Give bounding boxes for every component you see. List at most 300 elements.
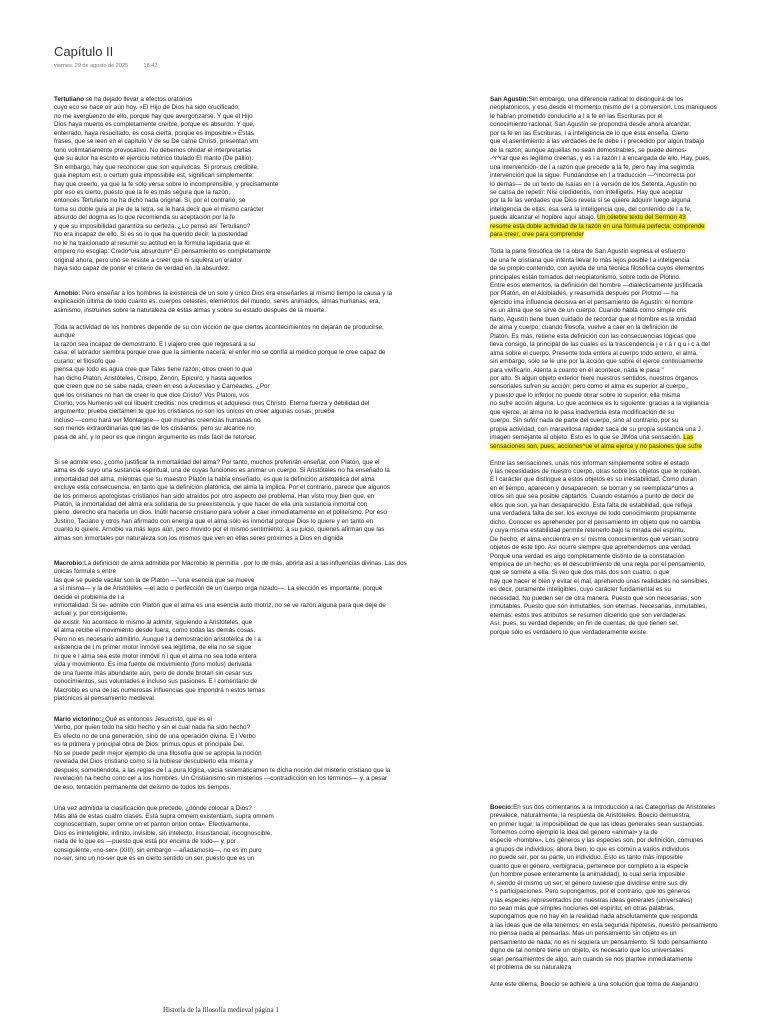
line-text: de su propio contenido, con ayuda de una técnica filosófica cuyos elementos — [490, 265, 705, 273]
line-text: asimismo, instruirles sobre la naturaleza de estas almas y sobre su estado después de la muerte. — [54, 306, 326, 314]
text-line — [490, 333, 718, 341]
text-line — [54, 298, 436, 306]
line-text: y cuya misma estabilidad permite retenerlo bajo la mirada del espíritu. — [490, 527, 686, 535]
section-mario-victorino[interactable] — [54, 716, 436, 792]
text-line — [490, 138, 718, 146]
text-line — [490, 812, 718, 820]
text-line — [54, 121, 436, 129]
section-sensaciones[interactable] — [490, 460, 718, 638]
line-text: es la primera y principal obra de Dios: primus opus et principale Dei. — [54, 741, 245, 749]
section-arnobio[interactable] — [54, 290, 436, 315]
text-line — [490, 341, 718, 349]
line-text: que se somete a ella. Si veo que dos más dos son cuatro, o que — [490, 569, 670, 577]
text-line — [54, 113, 436, 121]
text-line — [54, 375, 436, 383]
line-text: únicas fórmula s entre — [54, 568, 116, 576]
line-text: hay que hacer el bien y evitar el mal, aprehendo unas realidades no sensibles, — [490, 577, 710, 585]
text-line — [54, 636, 436, 644]
line-text: ni que e l alma sea este motor inmóvil n i que el alma no sea toda entera — [54, 652, 257, 660]
text-line — [54, 610, 436, 618]
text-line — [54, 767, 436, 775]
line-text: Así, pues, su verdad depende, en fin de cuentas, de que tienen ser, — [490, 620, 679, 628]
line-text: #, siendo él mismo un ser, el género tuviese que dividirse entre sus div — [490, 879, 688, 887]
line-text: E l carácter que distingue a estos objetos es su inestabilidad. Como duran — [490, 476, 697, 484]
text-line — [54, 821, 436, 829]
right-column[interactable] — [490, 96, 718, 998]
text-line — [54, 324, 436, 332]
line-text: Cronio, vos Numenio vel cui libuerit creditis: nos credimus et adquiesci mus Christo. Eterna fuerza y debilidad del — [54, 399, 370, 407]
line-text: enterrado, haya resucitado, es cosa cierta, porque es imposible.» Estas — [54, 129, 254, 137]
line-text: Tomemos como ejemplo la idea del género «animal» y la de — [490, 828, 658, 836]
line-text: (un hombre posee enteramente la animalidad), lo cual sería imposible — [490, 871, 685, 879]
text-line — [490, 96, 718, 104]
text-line — [54, 358, 436, 366]
text-line — [54, 332, 436, 340]
text-line — [490, 409, 718, 417]
line-text: entonces Tertuliano no ha dicho nada original. Si, por el contrario, se — [54, 197, 246, 205]
line-text: se ha dejado llevar a efectos oratorios — [83, 96, 193, 103]
text-line — [54, 644, 436, 652]
line-text: inteligencia de ellas; ésa será la inteligencia que, del contenido de l a fe, — [490, 205, 692, 213]
line-text: en el tiempo, aparecen y desaparecen, se borran y se reemplaza^unos a — [490, 484, 694, 492]
text-line — [490, 880, 718, 888]
text-line — [490, 358, 718, 366]
text-line — [54, 847, 436, 855]
text-line — [490, 569, 718, 577]
page-title[interactable]: Capítulo II — [54, 44, 114, 59]
section-macrobio[interactable] — [54, 560, 436, 704]
text-line — [490, 197, 718, 205]
line-text: principales están tomados del neoplatonismo, sobre todo de Plotino. — [490, 273, 681, 281]
line-text: inmutables. Puesto que son inmutables, son eternas. Necesarias, inmutables, — [490, 603, 708, 611]
highlighted-text: Un célebre texto del Sermón 43 — [597, 214, 686, 222]
line-text: La definición de alma admitida por Macrobio le permitía , por lo de más, abrirla así a las influencias divinas. Las dos — [84, 559, 407, 567]
line-text: Platón. Es más, retiene esta definición con las consecuencias lógicas que — [490, 332, 696, 340]
line-text: alma sobre el cuerpo. Presente toda entera al cuerpo todo entero, el alma, — [490, 349, 698, 357]
line-text: hay que creerlo, ya que la fe sólo versa sobre lo incomprensible, y precisamente — [54, 180, 279, 188]
line-text: no puede ser, por su parte, un individuo. Esto es tanto más imposible — [490, 854, 683, 862]
line-text: es un alma que se sirve de un cuerpo. Cuando habla como simple cris — [490, 307, 687, 315]
text-line — [54, 526, 436, 534]
line-text: casa; el labrador siembra porque cree que la simiente nacerá; el enfer mo se confía al médico porque le cree capaz de — [54, 349, 386, 357]
text-line — [490, 206, 718, 214]
text-line — [490, 155, 718, 163]
text-line — [490, 307, 718, 315]
text-line — [54, 830, 436, 838]
text-line — [490, 316, 718, 324]
line-text: neoplatónicos, y eso desde el momento mismo de l a conversión. Los maniqueos — [490, 104, 717, 112]
text-line — [54, 206, 436, 214]
line-text: no sufre acción alguna. Lo que acontece es lo siguiente: gracias a la vigilancia — [490, 400, 709, 408]
text-line — [54, 392, 436, 400]
line-text: sin embargo, sólo se le une por la acción que sobre él ejerce continuamente — [490, 358, 703, 366]
page-meta — [54, 63, 171, 69]
line-text: y que su imposibilidad garantiza su certeza. ¿Lo pensó así Tertuliano? — [54, 222, 251, 230]
line-text: platónicos al pensamiento medieval — [54, 695, 154, 702]
text-line — [490, 274, 718, 282]
text-line — [54, 189, 436, 197]
text-line — [490, 121, 718, 129]
line-text: guia ineptum est, o certum guia impossibile est, significan simplemente: — [54, 172, 254, 180]
text-line — [54, 733, 436, 741]
line-text: puede alcanzar el hopibre aquí abajo. — [490, 214, 598, 222]
line-text: no sean más que simples nociones del espíritu; en otras palabras, — [490, 905, 675, 913]
text-line — [54, 417, 436, 425]
line-text: Si se admite eso, ¿cómo justificar la inmortalidad del alma? Por tanto, muchos preferirán enseñar, con Platón, que el — [54, 458, 380, 466]
text-line — [490, 905, 718, 913]
text-line — [54, 349, 436, 357]
text-line — [490, 578, 718, 586]
text-line — [490, 324, 718, 332]
line-text: vida y movimiento. Es ima fuente de movimiento (fons motus) derivada — [54, 661, 252, 669]
line-text: necesidad. No pueden ser de otra manera. Puesto que son necesarias, son — [490, 594, 702, 602]
text-line — [54, 172, 436, 180]
text-line — [490, 181, 718, 189]
text-line — [490, 930, 718, 938]
line-text: no le ha traicionado al resumir su actitud en la fórmula lapidaria que él — [54, 239, 250, 247]
text-line — [54, 560, 436, 568]
line-text: En sus dos comentarios a la Introducción a las Categorías de Aristóteles — [513, 803, 716, 811]
text-line — [490, 981, 718, 989]
line-text: inmortalidad del alma, mientras que su maestro Platón la había enseñado, es que la definición aristotélica del alma — [54, 475, 375, 483]
section-actividad[interactable] — [54, 324, 436, 442]
text-line — [54, 231, 436, 239]
section-tertuliano[interactable] — [54, 96, 436, 274]
line-text: toma su doble guia al pie de la letra, se le hará decir que el mismo carácter — [54, 205, 264, 213]
text-line — [54, 784, 436, 792]
line-text: Sin embargo, hay que reconocer que son equívocas. Si prorsus credibile, — [54, 163, 259, 171]
line-text: piensa que todo es agua cree que Tales tiene razón; otros creen lo que — [54, 366, 253, 374]
line-text: no me avergüenzo de ello, porque hay que avergonzarse. Y que el Hijo — [54, 112, 253, 120]
line-text: cuyo eco se hace oír aún hoy. «El Hijo de Dios ha sido crucificado; — [54, 104, 240, 112]
line-text: revelación ha hecho cono cer a los hombres. Un Cristianismo sin misterios —contradicción en los términos— y, a pesar — [54, 775, 388, 783]
text-line — [54, 130, 436, 138]
text-line — [54, 758, 436, 766]
text-line — [54, 425, 436, 433]
line-text: excluye esta consecuencia, en tanto que la definición platónica, del alma la implica. Por el contrario, parece que algunos — [54, 484, 391, 492]
text-line — [490, 164, 718, 172]
line-text: ellos que son, ya han desaparecido. Esta falta de estabilidad, que refleja — [490, 501, 693, 509]
line-text: existencia de l m primer motor inmóvil sea legítima, de ella no se sigue — [54, 644, 252, 652]
line-text: de alma y cuerpo; cuando filosofa, vuelve a caer en la definición de — [490, 324, 678, 332]
page-date: viernes, 29 de agosto de 2025 — [54, 63, 129, 69]
line-text: frases, que se leen en el capítulo V de su De carne Christi, presentan vm — [54, 138, 259, 146]
text-line — [54, 602, 436, 610]
section-boecio[interactable] — [490, 804, 718, 973]
text-line — [490, 620, 718, 628]
line-text: digno de tal nombre tiene un objeto, es necesario que los universales — [490, 947, 684, 955]
line-text: después; sometiéndola, a las reglas de l a pura lógica, vacía sistemáticamen te dicha noción del misterio cristiano que la — [54, 766, 391, 774]
line-text: Entre esos elementos, la definición del hombre —dialécticamente justificada — [490, 282, 703, 290]
text-line — [490, 510, 718, 518]
line-text: tono volimtariamente provocativo. No debemos olvidar el interpretarlas — [54, 146, 252, 154]
line-text: que ejerce, al alma no le pasa inadvertida esta modificación de su — [490, 408, 675, 416]
line-text: empero no escglap: Credo^uia absurdum^ El pensamiento es completamente — [54, 248, 271, 256]
line-text: ^ s participaciones. Pero supongamos, por el contrario, que los géneros — [490, 888, 691, 896]
section-heading: Boecio: — [490, 803, 514, 811]
text-line — [490, 595, 718, 603]
text-line — [54, 155, 436, 163]
line-text: inmortalidad. Si se- admite con Platón que el alma es una esencia auto motriz, no se ve razón alguna para que deje de — [54, 602, 386, 610]
text-line — [54, 594, 436, 602]
section-san-agustin[interactable] — [490, 96, 718, 240]
line-text: por la fe las verdades que Dios revela si se quiere adquirir luego alguna — [490, 197, 691, 205]
line-text: curarlo; el filósofo que — [54, 357, 116, 365]
text-line — [490, 821, 718, 829]
text-line — [54, 341, 436, 349]
section-clasificacion[interactable] — [54, 805, 436, 864]
line-text: De hecho, el alma encuentra en sí misma conocimientos que versan sobre — [490, 535, 699, 543]
line-text: Porque una verdad es algo completamente distinto de la constatación — [490, 552, 685, 560]
text-line — [54, 214, 436, 222]
text-line — [490, 536, 718, 544]
text-line — [490, 460, 718, 468]
line-text: el problema de su naturaleza — [490, 964, 572, 972]
text-line — [54, 855, 436, 863]
line-text: le habían prometido conducirlo a l a fe en las Escrituras por el — [490, 112, 663, 120]
line-text: a las ideas que de ella tenemos: en esta segunda hipótesis, nuestro pensamiento — [490, 921, 718, 929]
line-text: Una vez admitida la clasificación que precede, ¿dónde colocar a Dios? — [54, 804, 252, 812]
text-line — [490, 871, 718, 879]
highlighted-text: resume esta doble actividad de la razón en una fórmula perfecta: comprende — [490, 222, 705, 230]
text-line — [54, 775, 436, 783]
text-line — [54, 147, 436, 155]
text-line — [54, 661, 436, 669]
line-text: Justino, Taciano y otros han afirmado con energía que el alma sólo es inmortal porque Dios lo quiere y en tanto en — [54, 517, 374, 525]
text-line — [490, 561, 718, 569]
text-line — [490, 519, 718, 527]
line-text: han dicho Platón, Aristóteles, Crisipo, Zenón, Epicuro, y hasta aquellos — [54, 374, 252, 382]
text-line — [54, 434, 436, 442]
text-line — [490, 553, 718, 561]
text-line — [490, 863, 718, 871]
line-text: y puesto que lo inferior no puede obrar sobre lo superior, ella misma — [490, 391, 681, 399]
line-text: de los primeros apologistas cristianos han sido atraídos por otro aspecto del problema. Han visto muy bien que, en — [54, 492, 375, 500]
text-line — [490, 417, 718, 425]
section-heading: Mario victorino: — [54, 715, 102, 723]
text-line — [490, 612, 718, 620]
line-text: lleva consigo, la principal de las cuales es la trascendencia j e r á r q u i c a del — [490, 341, 710, 349]
line-text: no piensa nada al pensarlas. Mas un pensamiento sin objeto es un — [490, 930, 677, 938]
text-line — [490, 804, 718, 812]
text-line — [490, 913, 718, 921]
line-text: de una fe cristiana que intenta llevar lo más lejos posible l a inteligencia — [490, 256, 690, 264]
text-line — [54, 501, 436, 509]
text-line — [54, 181, 436, 189]
text-line — [490, 443, 718, 451]
line-text: conocimientos, sus voluntades e incluso sus pasiones. E l comentario de — [54, 678, 258, 686]
text-line — [490, 172, 718, 180]
line-text: otros sin que sea posible captarlos. Cuando estamos a punto de decir de — [490, 493, 694, 501]
line-text: de una fuente más abundante aún, pero de donde brotan sin cesar sus — [54, 669, 253, 677]
section-filosofia-agustin[interactable] — [490, 248, 718, 451]
text-line — [54, 518, 436, 526]
text-line — [54, 476, 436, 484]
text-line — [490, 947, 718, 955]
line-text: imagen semejante al objeto. Esto es lo que se JlMoa una sensación. — [490, 434, 684, 442]
text-line — [54, 408, 436, 416]
line-text: a grupos de individuos; ahora bien, lo que es común a varios individuos — [490, 845, 690, 853]
text-line — [54, 459, 436, 467]
text-line — [54, 223, 436, 231]
line-text: Dios es ininteligible, infinito, invisible, sin intelecto, insustancial, incognoscible, — [54, 829, 273, 837]
text-line — [54, 493, 436, 501]
text-line — [54, 577, 436, 585]
line-text: cognoscentiam, super omne on et panton onton onta». Efectivamente, — [54, 821, 251, 829]
line-text: Dios haya muerto es completamente creíble, porque es absurdo. Y que, — [54, 121, 255, 129]
text-line — [54, 104, 436, 112]
line-text: y las necesidades de nuestro cuerpo, otras sobre los objetos que le rodean. — [490, 468, 702, 476]
text-line — [490, 375, 718, 383]
line-text: el alma recibe el movimiento desde fuera, como todas las demás cosas. — [54, 627, 256, 635]
text-line — [490, 846, 718, 854]
section-heading: Macrobio: — [54, 559, 85, 567]
text-line — [490, 493, 718, 501]
text-line — [490, 829, 718, 837]
text-line — [54, 741, 436, 749]
line-text: alma es de suyo una sustancia espiritual, una de cuyas funciones es animar un cuerpo. Si Aristóteles no ha enseñado la — [54, 467, 390, 475]
highlighted-text: sensaciones son, pues, acciones^ue el alma ejerce y no pasiones que sufre — [490, 442, 702, 450]
line-text: consiguiente, «no-ser» (XIII); sin embargo —añadámoslo—, no es im puro — [54, 846, 262, 854]
text-line — [490, 147, 718, 155]
highlighted-text: para creer, cree para comprender — [490, 231, 584, 239]
text-line — [54, 585, 436, 593]
line-text: explicación última de todo cuanto es: cuerpos celestes, elementos del mundo, seres animados, almas humanas; era, — [54, 298, 381, 306]
page-footer: Historia de la filosofía medieval página 1 — [163, 1006, 279, 1014]
text-line — [54, 400, 436, 408]
text-line — [54, 670, 436, 678]
text-line — [54, 750, 436, 758]
line-text: a sí misma— y la de Aristóteles —el acto o perfección de un cuerpo orga nizado—. La elección es importante, porque — [54, 585, 383, 593]
text-line — [54, 813, 436, 821]
text-line — [490, 223, 718, 231]
text-line — [54, 695, 436, 703]
text-line — [54, 265, 436, 273]
text-line — [490, 527, 718, 535]
line-text: de existir. No acontece lo mismo al admitir, siguiendo a Aristóteles, que — [54, 618, 253, 626]
text-line — [54, 96, 436, 104]
line-text: lo demás— de un texto de Isaías en l a versión de los Setenta, Agustín no — [490, 180, 697, 188]
line-text: y las especies representados por nuestras ideas generales (universales) — [490, 896, 693, 904]
line-text: porque sólo es verdadero lo que verdaderamente existe. — [490, 628, 648, 636]
line-text: Es efecto no de una generación, sino de una operación divina. E l Verbo — [54, 732, 256, 740]
text-line — [490, 426, 718, 434]
text-line — [54, 509, 436, 517]
text-line — [490, 476, 718, 484]
line-text: por alto. Si algún objeto exterior hiere nuestros sentidos, nuestros órganos — [490, 375, 698, 382]
line-text: pasa de ahí, y lo peor es que ningún argumento es más fácil de retorcer. — [54, 433, 257, 441]
line-text: se cansa de repetir: Nisi credideritis, non intelligetis. Hay que aceptar — [490, 188, 683, 196]
line-text: es decir, puramente inteligibles, cuyo carácter fundamental es su — [490, 586, 671, 594]
text-line — [490, 104, 718, 112]
text-line — [490, 888, 718, 896]
line-text: Pero no es necesario admitirlo. Aunque l a demostración aristotélica de l a — [54, 635, 261, 643]
text-line — [54, 248, 436, 256]
text-line — [54, 653, 436, 661]
left-column[interactable] — [54, 96, 436, 872]
line-text: dicho. Conocer es aprehender por el pensamiento im objeto que no cambia — [490, 518, 701, 526]
line-text: Platón, la inmortalidad del alma era solidaria de su preexistencia, y que hacer de ella una sustancia inmortal con — [54, 500, 368, 508]
text-line — [490, 897, 718, 905]
line-text: qué los cristianos no han de creer lo que dice Cristo? Vos Platoni, vos — [54, 391, 249, 399]
text-line — [490, 350, 718, 358]
line-text: por eso es cierto, puesto que la fe es más segura que la razón, — [54, 188, 231, 196]
text-line — [54, 484, 436, 492]
line-text: Macrobio es una de las numerosas influencias que impondrá n estos temas — [54, 686, 265, 694]
text-line — [54, 138, 436, 146]
section-dilema[interactable] — [490, 981, 718, 989]
text-line — [54, 724, 436, 732]
text-line — [490, 468, 718, 476]
line-text: una intervención- de l a razón que precede a la fe, pero hay ima segimda — [490, 163, 695, 171]
section-heading: Tertuliano — [54, 96, 84, 103]
line-text: objetos de este tipo. Así ocurre siempre que aprehendemos una verdad. — [490, 544, 692, 552]
line-text: en primer lugar, la imposibilidad de que las ideas generales sean sustancias. — [490, 820, 705, 828]
line-text: son menos extraordinarias que las de los cristianos; pero su alcance no — [54, 425, 254, 433]
line-text: haya sido capaz de poner el criterio de verdad en .la absurdez. — [54, 265, 230, 273]
line-text: argumento; prueba ciertamen te que los cristianos no son los únicos en creer algunas cosas; prueba — [54, 408, 335, 416]
text-line — [490, 400, 718, 408]
line-text: Toda la actividad de los hombres depende de su con vicción de que ciertos acontecimientos no dejarán de producirse, — [54, 323, 384, 331]
line-text: Verbo, por quien todo ha sido hecho y sin el cual nada ha sido hecho? — [54, 724, 251, 732]
line-text: de la razón; aunque aquéllas no sean demostrables, se puede demos- — [490, 146, 687, 154]
line-text: una verdadera falta de ser, los excluye de todo conocimiento propiamente — [490, 510, 697, 518]
text-line — [490, 265, 718, 273]
text-line — [490, 603, 718, 611]
text-line — [490, 485, 718, 493]
text-line — [490, 257, 718, 265]
line-text: sean pensamientos de algo, aun cuando se nos plantee inmediatamente — [490, 955, 693, 963]
line-text: absurdo del dogma es lo que recomienda su aceptación por la fe — [54, 214, 235, 222]
line-text: cuerpo. Sin sufrir nada de parte del cuerpo, sino al contrario, por su — [490, 417, 679, 425]
text-line — [54, 257, 436, 265]
text-line — [54, 383, 436, 391]
text-line — [490, 837, 718, 845]
text-line — [490, 854, 718, 862]
line-text: pleno .derecho era hacerla un dios. Inútil hacerse cristiano para volver a caer inmediatamente en el politeísmo. Por eso — [54, 509, 387, 517]
text-line — [490, 586, 718, 594]
line-text: no-ser, sino un no-ser que es en cierto sentido un ser, puesto que es un — [54, 855, 255, 863]
line-text: que el asentimiento a las verdades de fe debe i r precedido por algún trabajo — [490, 138, 705, 146]
line-text: Entre las sensaciones, unas nos informan simplemente sobre el estado — [490, 459, 690, 467]
line-text: actuar y, por consiguiente, — [54, 610, 128, 618]
section-inmortalidad[interactable] — [54, 459, 436, 544]
text-line — [54, 164, 436, 172]
text-line — [54, 678, 436, 686]
text-line — [490, 502, 718, 510]
line-text: empírica de un hecho; es el descubrimiento de una regla por el pensamiento, — [490, 561, 706, 569]
text-line — [54, 240, 436, 248]
text-line — [54, 197, 436, 205]
text-line — [490, 367, 718, 375]
text-line — [490, 130, 718, 138]
text-line — [490, 113, 718, 121]
text-line — [490, 189, 718, 197]
text-line — [54, 535, 436, 543]
text-line — [54, 838, 436, 846]
text-line — [490, 629, 718, 637]
text-line — [490, 392, 718, 400]
line-text: prevalece, naturalmente, la respuesta de Aristóteles. Boecio demuestra, — [490, 812, 691, 820]
section-heading: Arnobio: — [54, 290, 81, 298]
line-text: Ante este dilema, Boecio se adhiere a una solución que toma de Alejandro — [490, 981, 698, 989]
text-line — [54, 568, 436, 576]
line-text: ejercido ima influencia decisiva en el pensamiento de Agustín: el hombre — [490, 298, 694, 306]
text-line — [54, 366, 436, 374]
text-line — [490, 282, 718, 290]
line-text: eternas: estos tres atributos se resumen diciendo que son verdaderas. — [490, 611, 687, 619]
text-line — [490, 290, 718, 298]
